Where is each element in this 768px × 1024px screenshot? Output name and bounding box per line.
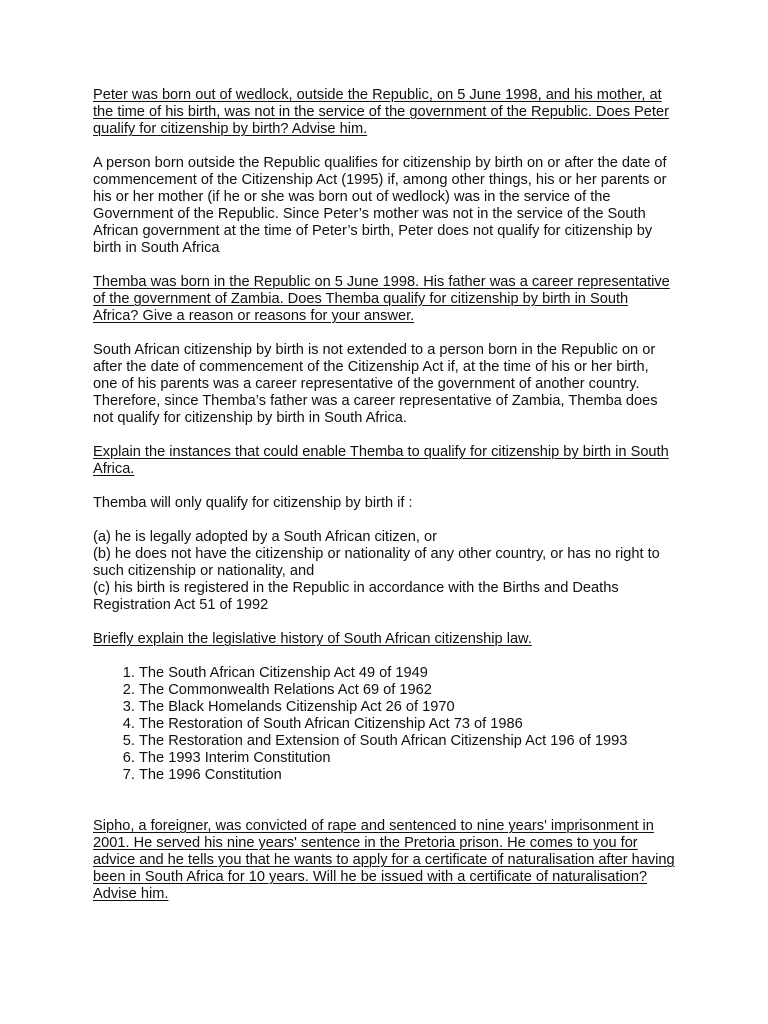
spacer xyxy=(93,325,675,342)
spacer xyxy=(93,512,675,529)
question-peter: Peter was born out of wedlock, outside the Republic, on 5 June 1998, and his mother, at the time of his birth, was not in the service of the government of the Republic. Does Peter qualify for citizenship by birth? Advise him. xyxy=(93,87,669,137)
question-themba-birth: Themba was born in the Republic on 5 June 1998. His father was a career representative of the government of Zambia. Does Themba qualify for citizenship by birth in South Africa? Give a reason or reasons for your answer. xyxy=(93,274,670,324)
list-item: 1. The South African Citizenship Act 49 of 1949 xyxy=(139,665,675,682)
list-item: 4. The Restoration of South African Citizenship Act 73 of 1986 xyxy=(139,716,675,733)
condition-a: (a) he is legally adopted by a South African citizen, or xyxy=(93,529,437,545)
spacer xyxy=(93,257,675,274)
question-sipho: Sipho, a foreigner, was convicted of rape and sentenced to nine years' imprisonment in 2001. He served his nine years' sentence in the Pretoria prison. He comes to you for advice and he tells you that he wants to apply for a certificate of naturalisation after having been in South Africa for 10 years. Will he be issued with a certificate of naturalisation? Advise him. xyxy=(93,818,675,902)
spacer xyxy=(93,427,675,444)
question-themba-instances: Explain the instances that could enable Themba to qualify for citizenship by birth in South Africa. xyxy=(93,444,669,477)
list-item: 7. The 1996 Constitution xyxy=(139,767,675,784)
spacer xyxy=(93,138,675,155)
condition-c: (c) his birth is registered in the Republic in accordance with the Births and Deaths Registration Act 51 of 1992 xyxy=(93,580,619,613)
spacer xyxy=(93,648,675,665)
spacer xyxy=(93,478,675,495)
condition-b: (b) he does not have the citizenship or nationality of any other country, or has no right to such citizenship or nationality, and xyxy=(93,546,660,579)
list-item: 6. The 1993 Interim Constitution xyxy=(139,750,675,767)
answer-peter: A person born outside the Republic qualifies for citizenship by birth on or after the date of commencement of the Citizenship Act (1995) if, among other things, his or her parents or his or her mother (if he or she was born out of wedlock) was in the service of the Government of the Republic. Since Peter’s mother was not in the service of the South African government at the time of Peter’s birth, Peter does not qualify for citizenship by birth in South Africa xyxy=(93,155,667,256)
spacer xyxy=(93,614,675,631)
legislative-history-list xyxy=(93,665,675,784)
list-item: 3. The Black Homelands Citizenship Act 26 of 1970 xyxy=(139,699,675,716)
list-item: 5. The Restoration and Extension of South African Citizenship Act 196 of 1993 xyxy=(139,733,675,750)
list-item: 2. The Commonwealth Relations Act 69 of 1962 xyxy=(139,682,675,699)
answer-themba-birth: South African citizenship by birth is not extended to a person born in the Republic on or after the date of commencement of the Citizenship Act if, at the time of his or her birth, one of his parents was a career representative of the government of another country. Therefore, since Themba’s father was a career representative of Zambia, Themba does not qualify for citizenship by birth in South Africa. xyxy=(93,342,658,426)
answer-themba-intro: Themba will only qualify for citizenship by birth if : xyxy=(93,495,413,511)
conditions-list xyxy=(93,529,675,614)
spacer xyxy=(93,784,675,818)
document-page xyxy=(93,87,675,903)
question-legislative-history: Briefly explain the legislative history of South African citizenship law. xyxy=(93,631,532,647)
